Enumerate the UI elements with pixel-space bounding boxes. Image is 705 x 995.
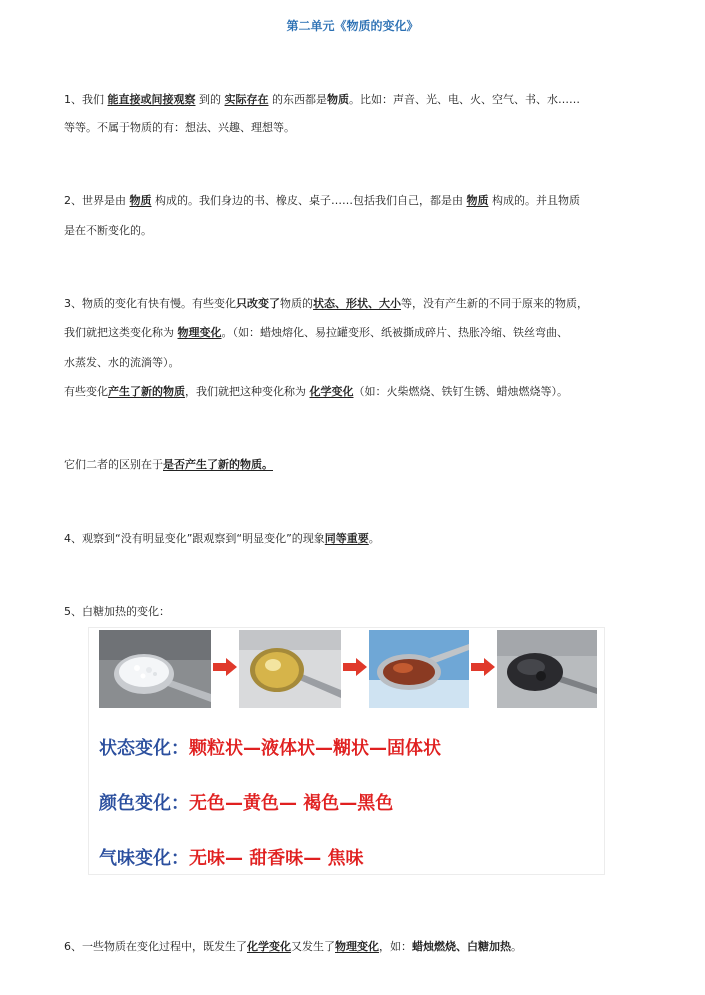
paragraph-3-line-2: [64, 325, 568, 341]
smell-change-row: [99, 844, 364, 870]
p2-fill-blank-2: 物质: [466, 194, 489, 207]
p6-text-b: 又发生了: [291, 940, 335, 953]
p3-text-e: 。（如：蜡烛熔化、易拉罐变形、纸被撕成碎片、热胀冷缩、铁丝弯曲、: [221, 326, 568, 339]
p2-text-c: 构成的。并且物质: [488, 194, 580, 207]
p3-text-h: ，我们就把这种变化称为: [185, 385, 310, 398]
arrow-right-icon-1: [213, 658, 237, 676]
color-change-value: 无色—黄色— 褐色—黑色: [189, 793, 394, 814]
p1-fill-blank-1: 能直接或间接观察: [107, 93, 196, 106]
photo-sugar-solid: [497, 630, 597, 708]
p6-text-c: ，如：: [379, 940, 412, 953]
p3-text-i: （如：火柴燃烧、铁钉生锈、蜡烛燃烧等）。: [353, 385, 568, 398]
paragraph-1-line-1: [64, 92, 580, 108]
p1-text-c: 的东西都是: [268, 93, 327, 106]
color-change-row: [99, 789, 393, 815]
paragraph-2-line-1: [64, 193, 580, 209]
arrow-right-icon-3: [471, 658, 495, 676]
p6-text-a: 6、一些物质在变化过程中，既发生了: [64, 940, 247, 953]
p1-bold-term: 物质: [327, 93, 349, 106]
difference-text: 它们二者的区别在于: [64, 458, 163, 471]
p3-fill-blank-4: 化学变化: [309, 385, 354, 398]
paragraph-3-line-4: [64, 384, 568, 400]
p3-text-g: 有些变化: [64, 385, 108, 398]
p6-bold-examples: 蜡烛燃烧、白糖加热: [412, 940, 511, 953]
paragraph-5: 5、白糖加热的变化：: [64, 605, 170, 618]
arrow-right-icon-2: [343, 658, 367, 676]
p4-text-a: 4、观察到“没有明显变化”跟观察到“明显变化”的现象: [64, 532, 325, 545]
state-change-value: 颗粒状—液体状—糊状—固体状: [189, 738, 441, 759]
p1-fill-blank-2: 实际存在: [224, 93, 269, 106]
smell-change-label: 气味变化：: [99, 848, 189, 869]
p2-text-a: 2、世界是由: [64, 194, 130, 207]
p1-text-a: 1、我们: [64, 93, 108, 106]
paragraph-3-line-3: 水蒸发、水的流淌等）。: [64, 356, 180, 369]
p3-text-d: 我们就把这类变化称为: [64, 326, 178, 339]
p6-fill-blank-1: 化学变化: [247, 940, 291, 953]
paragraph-6: [64, 939, 522, 955]
p6-text-d: 。: [511, 940, 522, 953]
paragraph-3-line-1: [64, 296, 588, 312]
color-change-label: 颜色变化：: [99, 793, 189, 814]
p1-text-b: 到的: [195, 93, 225, 106]
state-change-label: 状态变化：: [99, 738, 189, 759]
paragraph-2-line-2: 是在不断变化的。: [64, 224, 152, 237]
p6-fill-blank-2: 物理变化: [335, 940, 379, 953]
p4-fill-blank: 同等重要: [324, 532, 369, 545]
photo-sugar-liquid: [239, 630, 341, 708]
p2-text-b: 构成的。我们身边的书、橡皮、桌子……包括我们自己，都是由: [151, 194, 467, 207]
paragraph-1-line-2: 等等。不属于物质的有：想法、兴趣、理想等。: [64, 121, 295, 134]
p3-fill-blank-2: 物理变化: [177, 326, 222, 339]
photo-sugar-paste: [369, 630, 469, 708]
p1-text-d: 。比如：声音、光、电、火、空气、书、水……: [349, 93, 580, 106]
p3-fill-blank-3: 产生了新的物质: [108, 385, 185, 398]
sugar-heating-figure: [88, 627, 605, 875]
difference-fill-blank: 是否产生了新的物质。: [163, 458, 273, 471]
photo-sugar-granules: [99, 630, 211, 708]
state-change-row: [99, 734, 441, 760]
paragraph-4: [64, 531, 380, 547]
page-title: 第二单元《物质的变化》: [286, 19, 419, 33]
p3-text-a: 3、物质的变化有快有慢。有些变化: [64, 297, 236, 310]
p2-fill-blank-1: 物质: [129, 194, 152, 207]
smell-change-value: 无味— 甜香味— 焦味: [189, 848, 364, 869]
p4-text-b: 。: [368, 532, 380, 545]
p3-fill-blank-1: 状态、形状、大小: [313, 297, 401, 310]
p3-bold-term: 只改变了: [236, 297, 280, 310]
difference-line: [64, 457, 273, 473]
p3-text-c: 等，没有产生新的不同于原来的物质，: [401, 297, 588, 310]
p3-text-b: 物质的: [280, 297, 313, 310]
